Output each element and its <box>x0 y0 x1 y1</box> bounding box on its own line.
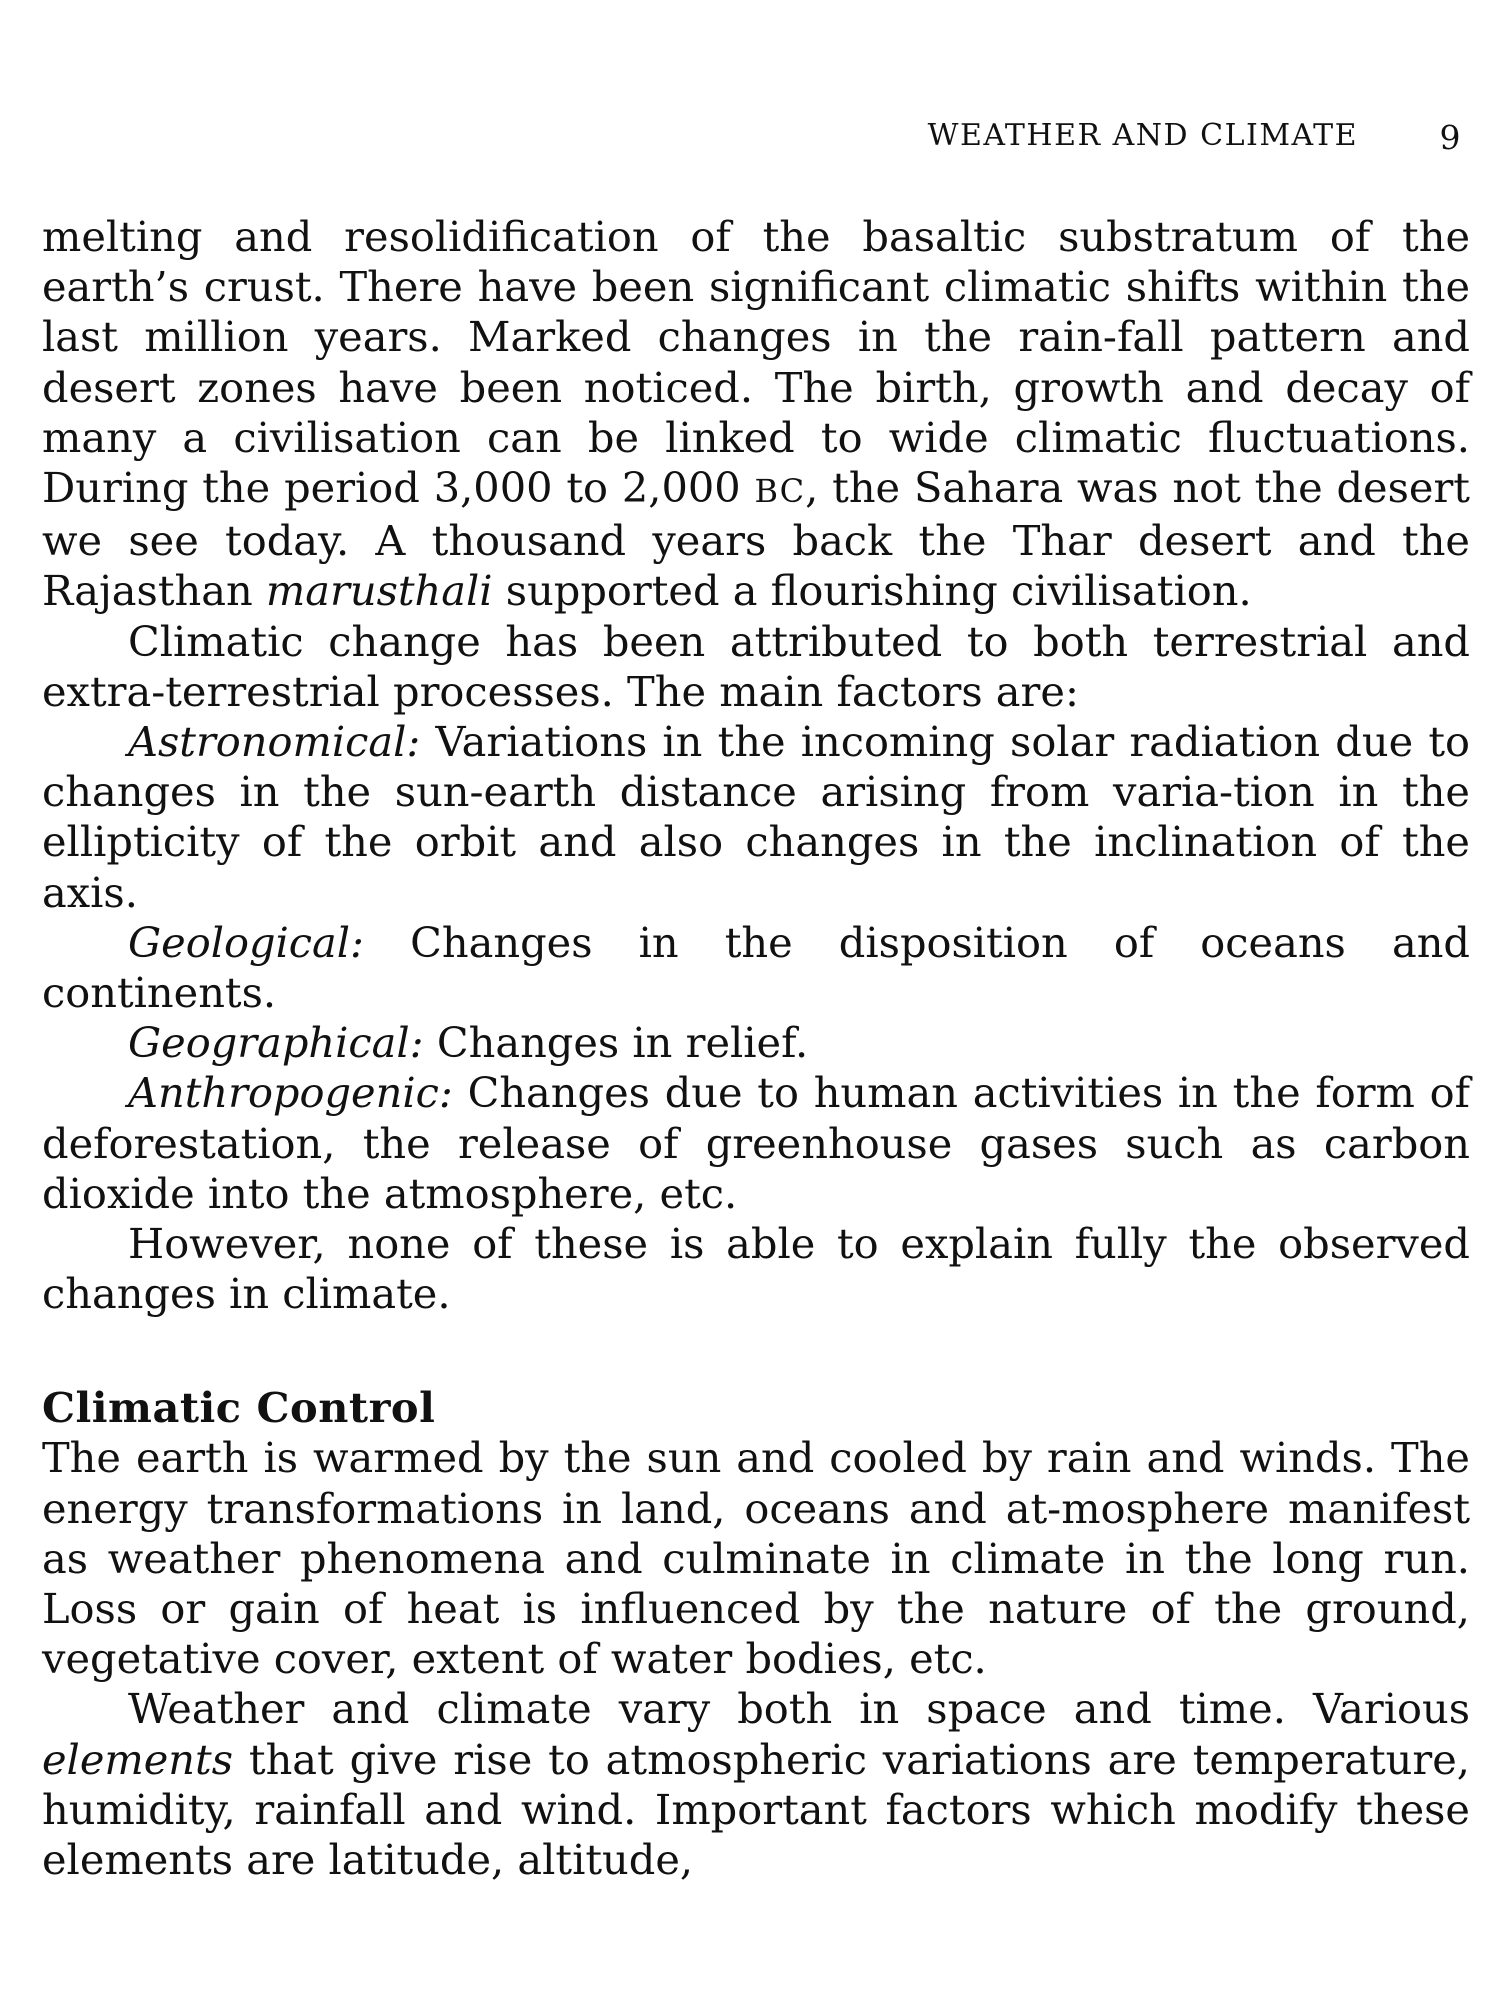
factor-geological <box>42 918 1470 1018</box>
paragraph-conclusion: However, none of these is able to explain fully the observed changes in climate. <box>42 1219 1470 1319</box>
factor-term: Anthropogenic: <box>128 1068 453 1118</box>
factor-term: Geological: <box>128 917 365 967</box>
factor-term: Astronomical: <box>128 717 421 767</box>
factor-text: Changes in the disposition of oceans and continents. <box>42 917 1470 1018</box>
italic-term-elements: elements <box>42 1734 234 1784</box>
paragraph-factors-intro: Climatic change has been attributed to both terrestrial and extra-terrestrial processes. The main factors are: <box>42 616 1470 716</box>
body-text <box>42 212 1470 1885</box>
text-run: , the Sahara was not the desert we see today. A thousand years back the Thar desert and the Rajasthan <box>42 463 1470 616</box>
page-number: 9 <box>1439 118 1462 157</box>
section-gap <box>42 1319 1470 1383</box>
paragraph-weather-elements <box>42 1684 1470 1885</box>
paragraph-climatic-control: The earth is warmed by the sun and cooled by rain and winds. The energy transformations in land, oceans and at-mosphere manifest as weather phenomena and culminate in climate in the long run. Loss or gain of heat is influenced by the nature of the ground, vegetative cover, extent of water bodies, etc. <box>42 1433 1470 1684</box>
factor-term: Geographical: <box>128 1018 424 1068</box>
running-title: WEATHER AND CLIMATE <box>927 118 1358 153</box>
era-abbreviation: BC <box>754 472 806 511</box>
text-run: Weather and climate vary both in space and time. Various <box>128 1684 1470 1734</box>
factor-anthropogenic <box>42 1068 1470 1219</box>
section-heading: Climatic Control <box>42 1383 436 1433</box>
factor-text: Variations in the incoming solar radiation due to changes in the sun-earth distance arising from varia-tion in the ellipticity of the orbit and also changes in the inclination of the axis. <box>42 717 1470 917</box>
text-run: that give rise to atmospheric variations are temperature, humidity, rainfall and wind. Important factors which modify these elements are latitude, altitude, <box>42 1734 1470 1885</box>
factor-geographical <box>42 1018 1470 1068</box>
text-run: melting and resolidification of the basaltic substratum of the earth’s crust. There have been significant climatic shifts within the last million years. Marked changes in the rain-fall pattern and desert zones have been noticed. The birth, growth and decay of many a civilisation can be linked to wide climatic fluctuations. During the period 3,000 to 2,000 <box>42 212 1470 513</box>
factor-text: Changes in relief. <box>423 1018 809 1068</box>
italic-term-marusthali: marusthali <box>265 566 493 616</box>
running-head <box>0 118 1500 158</box>
text-run: supported a flourishing civilisation. <box>492 566 1252 616</box>
factor-text: Changes due to human activities in the form of deforestation, the release of greenhouse gases such as carbon dioxide into the atmosphere, etc. <box>42 1068 1470 1218</box>
factor-astronomical <box>42 717 1470 918</box>
paragraph-climatic-shifts <box>42 212 1470 617</box>
